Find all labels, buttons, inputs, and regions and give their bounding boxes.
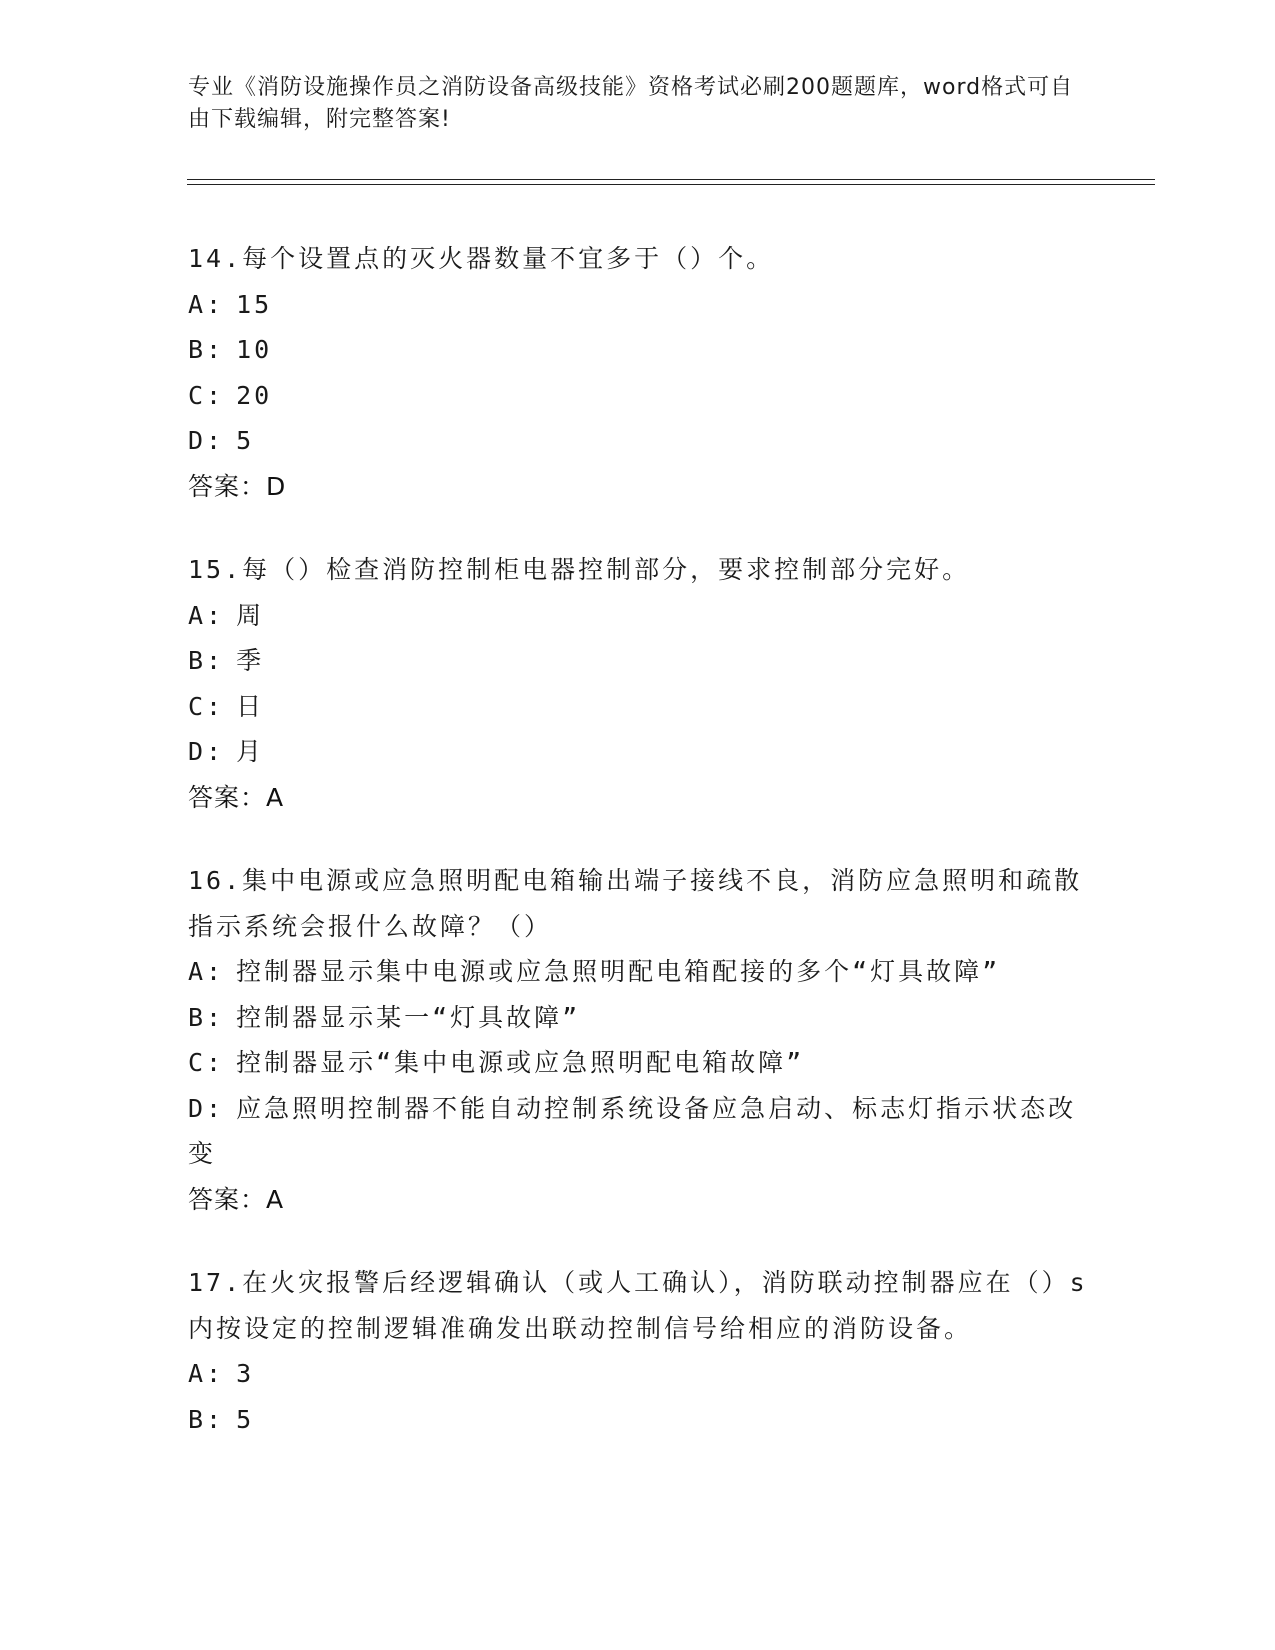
option-text: 日 [236,691,265,721]
option-c [188,1040,1088,1086]
option-d [188,418,1088,464]
question-stem: 14.每个设置点的灭火器数量不宜多于（）个。 [188,244,775,273]
option-letter: C: [188,380,225,410]
option-d [188,729,1088,775]
question-stem: 17.在火灾报警后经逻辑确认（或人工确认），消防联动控制器应在（）s内按设定的控制逻辑准确发出联动控制信号给相应的消防设备。 [188,1268,1088,1343]
option-letter: D: [188,737,225,766]
option-text: 5 [236,1404,255,1434]
option-b [188,1397,1088,1443]
option-letter: C: [188,1048,225,1077]
option-b [188,638,1088,684]
option-letter: C: [188,691,225,721]
option-c [188,684,1088,730]
option-c [188,373,1088,419]
question-15 [188,547,1088,820]
question-list [188,236,1088,1480]
question-14 [188,236,1088,509]
option-text: 10 [236,335,273,364]
option-b [188,327,1088,373]
option-a [188,282,1088,328]
question-stem: 16.集中电源或应急照明配电箱输出端子接线不良，消防应急照明和疏散指示系统会报什么故障？（） [188,866,1083,941]
question-17 [188,1260,1088,1442]
option-text: 周 [236,600,265,630]
answer: 答案：A [188,1184,285,1214]
option-a [188,593,1088,639]
option-letter: B: [188,1404,225,1434]
header-divider-bottom [187,184,1155,185]
option-text: 控制器显示“集中电源或应急照明配电箱故障” [236,1048,805,1077]
option-letter: D: [188,1093,225,1123]
option-d [188,1086,1088,1177]
option-text: 月 [236,737,265,766]
option-b [188,995,1088,1041]
option-text: 3 [236,1359,255,1388]
option-letter: A: [188,600,225,630]
option-a [188,1351,1088,1397]
option-letter: D: [188,426,225,455]
option-letter: B: [188,646,225,675]
option-letter: B: [188,1002,225,1032]
question-16 [188,858,1088,1222]
option-letter: A: [188,289,225,319]
option-text: 5 [236,426,255,455]
option-text: 控制器显示某一“灯具故障” [236,1002,581,1032]
page-header: 专业《消防设施操作员之消防设备高级技能》资格考试必刷200题题库，word格式可自由下载编辑，附完整答案! [188,75,1074,132]
option-text: 控制器显示集中电源或应急照明配电箱配接的多个“灯具故障” [236,957,1001,986]
option-letter: A: [188,957,225,986]
answer: 答案：A [188,782,285,812]
option-letter: A: [188,1359,225,1388]
option-text: 15 [236,289,273,319]
header-divider-top [187,179,1155,180]
option-text: 20 [236,380,273,410]
answer: 答案：D [188,471,287,501]
option-a [188,949,1088,995]
option-text: 季 [236,646,265,675]
question-stem: 15.每（）检查消防控制柜电器控制部分，要求控制部分完好。 [188,555,971,584]
option-text: 应急照明控制器不能自动控制系统设备应急启动、标志灯指示状态改变 [188,1093,1077,1168]
option-letter: B: [188,335,225,364]
